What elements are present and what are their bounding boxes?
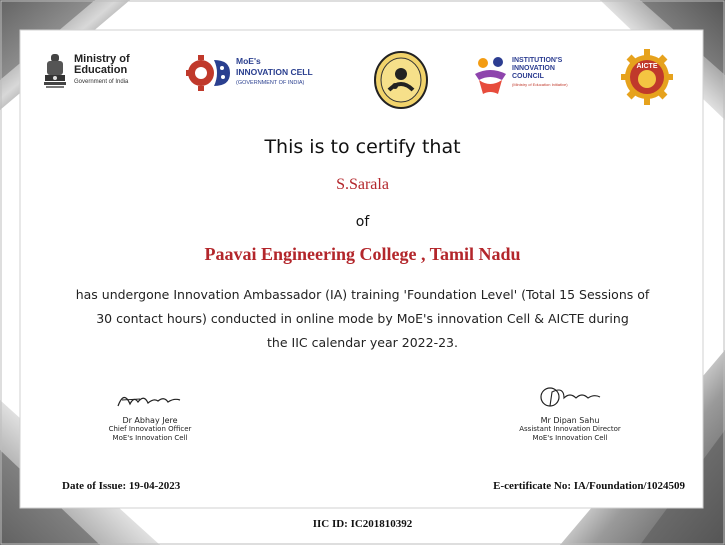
signature-image: [530, 382, 610, 410]
ecertificate-number: E-certificate No: IA/Foundation/1024509: [493, 480, 685, 492]
signatory-title: Assistant Innovation Director: [519, 425, 621, 433]
innovation-seal-icon: [373, 50, 429, 110]
moe-logo: [42, 52, 162, 96]
certificate-body: [40, 283, 685, 355]
moe-line1: Ministry of: [74, 53, 130, 65]
iic-line1: INSTITUTION'S: [512, 57, 563, 64]
iic-id: IIC ID: IC201810392: [312, 518, 413, 530]
body-line: has undergone Innovation Ambassador (IA) training 'Foundation Level' (Total 15 Sessions of: [75, 287, 650, 302]
signatory-title: Chief Innovation Officer: [108, 425, 192, 433]
body-line: 30 contact hours) conducted in online mode by MoE's innovation Cell & AICTE during: [96, 311, 629, 326]
institution-name: Paavai Engineering College , Tamil Nadu: [204, 244, 521, 264]
mic-line1: MoE's: [236, 56, 261, 66]
iic-emblem-icon: [472, 54, 510, 96]
iic-logo: [472, 54, 587, 102]
iic-line2: INNOVATION: [512, 65, 555, 72]
innovation-cell-logo: [186, 54, 336, 94]
moe-line2: Education: [74, 64, 128, 76]
mic-line2: INNOVATION CELL: [236, 67, 313, 77]
iic-sub: (Ministry of Education Initiative): [512, 82, 568, 87]
national-emblem-icon: [42, 52, 68, 92]
signature-image: [110, 388, 190, 410]
signatory-right: [490, 382, 650, 443]
iic-line3: COUNCIL: [512, 73, 544, 80]
signatory-name: Mr Dipan Sahu: [540, 416, 600, 425]
mic-sub: (GOVERNMENT OF INDIA): [236, 80, 305, 86]
moe-sub: Government of India: [74, 79, 129, 85]
of-text: of: [355, 214, 370, 230]
aicte-label: AICTE: [636, 63, 658, 70]
certify-heading: This is to certify that: [264, 136, 461, 158]
signatory-left: [70, 388, 230, 443]
signatory-org: MoE's Innovation Cell: [532, 434, 608, 442]
recipient-name: S.Sarala: [336, 176, 389, 193]
signatory-name: Dr Abhay Jere: [122, 416, 178, 425]
body-line: the IIC calendar year 2022-23.: [267, 335, 458, 350]
aicte-logo-icon: [620, 48, 674, 106]
signatory-org: MoE's Innovation Cell: [112, 434, 188, 442]
date-of-issue: Date of Issue: 19-04-2023: [62, 480, 181, 492]
gear-brain-icon: [186, 54, 232, 92]
